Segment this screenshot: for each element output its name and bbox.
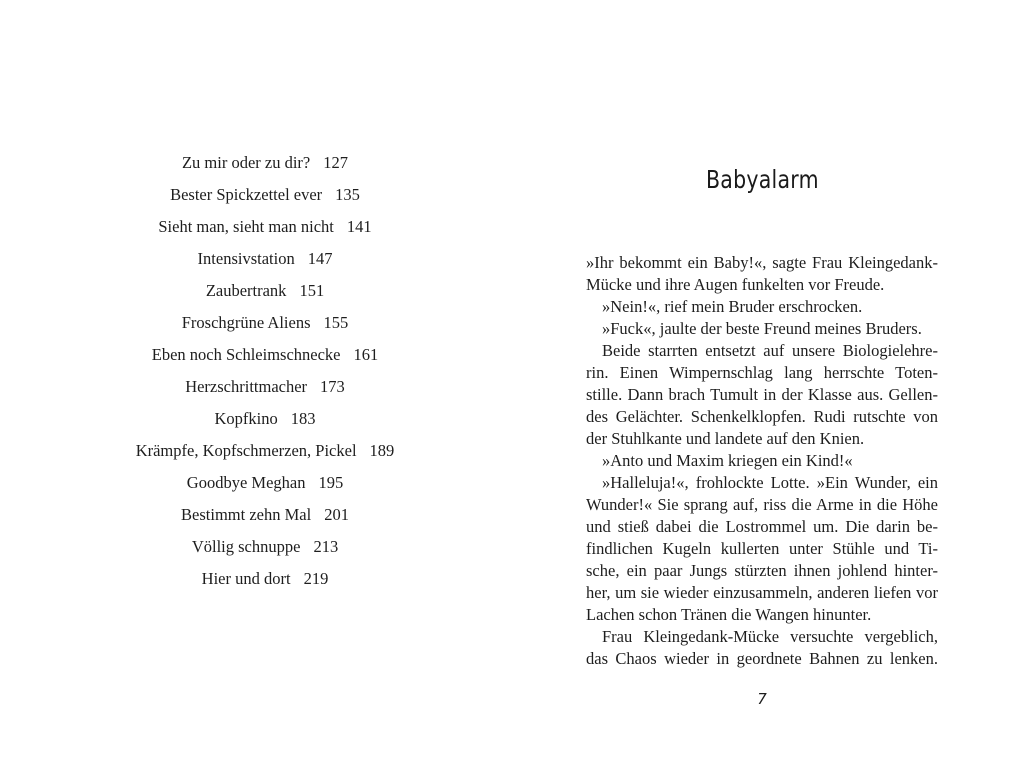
chapter-body [586, 252, 938, 670]
text-line: Lachen schon Tränen die Wangen hinunter. [586, 605, 872, 624]
toc-entry-page-number: 219 [303, 569, 329, 588]
text-line: Beide starrten entsetzt auf unsere Biologielehre- [602, 341, 938, 360]
toc-entry-title: Goodbye Meghan [186, 473, 306, 492]
toc-entry [0, 470, 530, 502]
toc-entry-title: Eben noch Schleimschnecke [151, 345, 341, 364]
toc-entry-title: Krämpfe, Kopfschmerzen, Pickel [135, 441, 357, 460]
toc-entry [0, 342, 530, 374]
toc-entry [0, 438, 530, 470]
toc-entry-page-number: 141 [346, 217, 372, 236]
text-line: das Chaos wieder in geordnete Bahnen zu lenken. [586, 649, 938, 668]
toc-entry-page-number: 155 [323, 313, 349, 332]
toc-entry-title: Hier und dort [201, 569, 291, 588]
toc-entry-title: Zu mir oder zu dir? [181, 153, 311, 172]
toc-entry-page-number: 195 [318, 473, 344, 492]
toc-entry-title: Sieht man, sieht man nicht [158, 217, 334, 236]
text-line: rin. Einen Wimpernschlag lang herrschte Toten- [586, 363, 938, 382]
chapter-title: Babyalarm [705, 164, 819, 194]
text-line: »Anto und Maxim kriegen ein Kind!« [602, 451, 853, 470]
text-line: »Nein!«, rief mein Bruder erschrocken. [602, 297, 863, 316]
toc-entry-title: Bestimmt zehn Mal [181, 505, 312, 524]
toc-entry-title: Bester Spickzettel ever [170, 185, 323, 204]
text-line: findlichen Kugeln kullerten unter Stühle und Ti- [586, 539, 938, 558]
text-line: der Stuhlkante und landete auf den Knien. [586, 429, 865, 448]
toc-entry-title: Zaubertrank [205, 281, 287, 300]
page-number: 7 [757, 690, 767, 708]
text-line: »Ihr bekommt ein Baby!«, sagte Frau Kleingedank- [586, 253, 938, 272]
text-line: und stieß dabei die Lostrommel um. Die darin be- [586, 517, 938, 536]
text-line: stille. Dann brach Tumult in der Klasse aus. Gellen- [586, 385, 938, 404]
text-line: des Gelächter. Schenkelklopfen. Rudi rutschte von [586, 407, 938, 426]
toc-entry-title: Froschgrüne Aliens [181, 313, 311, 332]
toc-entry-title: Kopfkino [214, 409, 278, 428]
text-line: her, um sie wieder einzusammeln, anderen liefen vor [586, 583, 938, 602]
table-of-contents [0, 150, 530, 598]
toc-entry-title: Herzschrittmacher [185, 377, 308, 396]
toc-entry-page-number: 173 [320, 377, 345, 396]
toc-entry [0, 310, 530, 342]
toc-entry-title: Intensivstation [197, 249, 295, 268]
toc-entry-page-number: 189 [369, 441, 395, 460]
toc-entry-page-number: 183 [290, 409, 316, 428]
text-line: Wunder!« Sie sprang auf, riss die Arme in die Höhe [586, 495, 938, 514]
text-line: »Fuck«, jaulte der beste Freund meines Bruders. [602, 319, 922, 338]
text-line: Frau Kleingedank-Mücke versuchte vergeblich, [602, 627, 938, 646]
toc-entry [0, 182, 530, 214]
toc-entry-page-number: 135 [335, 185, 360, 204]
toc-entry-page-number: 213 [313, 537, 339, 556]
toc-entry-page-number: 201 [324, 505, 349, 524]
toc-entry-page-number: 127 [323, 153, 349, 172]
toc-entry-title: Völlig schnuppe [191, 537, 301, 556]
text-line: sche, ein paar Jungs stürzten ihnen johlend hinter- [586, 561, 938, 580]
toc-entry-page-number: 161 [353, 345, 379, 364]
toc-entry [0, 534, 530, 566]
toc-entry [0, 566, 530, 598]
toc-entry [0, 214, 530, 246]
text-line: Mücke und ihre Augen funkelten vor Freude. [586, 275, 885, 294]
toc-entry [0, 406, 530, 438]
text-line: »Halleluja!«, frohlockte Lotte. »Ein Wunder, ein [602, 473, 938, 492]
toc-entry-page-number: 147 [307, 249, 333, 268]
toc-entry [0, 374, 530, 406]
toc-entry [0, 278, 530, 310]
right-page [510, 0, 1020, 775]
toc-entry [0, 150, 530, 182]
toc-entry [0, 502, 530, 534]
toc-entry-page-number: 151 [299, 281, 325, 300]
toc-entry [0, 246, 530, 278]
